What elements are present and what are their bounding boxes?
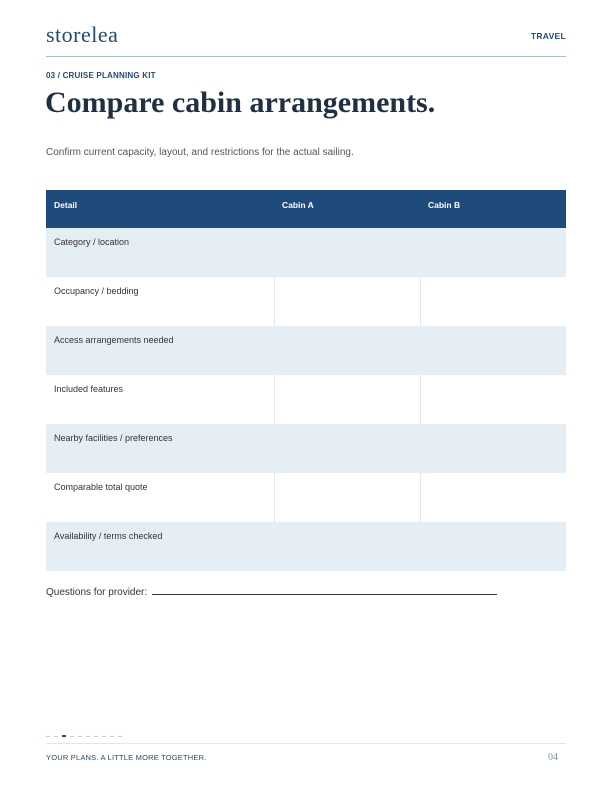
row-label: Included features xyxy=(54,384,124,394)
footer-tagline: YOUR PLANS. A LITTLE MORE TOGETHER. xyxy=(46,753,207,762)
row-label: Access arrangements needed xyxy=(54,335,174,345)
row-label: Category / location xyxy=(54,237,130,247)
footer-divider xyxy=(46,743,566,744)
row-label: Comparable total quote xyxy=(54,482,148,492)
intro-text: Confirm current capacity, layout, and restrictions for the actual sailing. xyxy=(46,147,354,158)
table-row xyxy=(46,473,566,522)
cabin-a-cell[interactable] xyxy=(274,473,420,522)
cabin-b-cell[interactable] xyxy=(420,277,566,326)
column-header-cabin-a: Cabin A xyxy=(282,200,314,210)
progress-dot xyxy=(54,736,58,737)
page-number: 04 xyxy=(548,752,558,763)
questions-for-provider xyxy=(46,585,497,598)
cabin-a-cell[interactable] xyxy=(274,522,420,571)
progress-dot xyxy=(46,736,50,737)
column-header-detail: Detail xyxy=(54,200,78,210)
kicker: 03 / CRUISE PLANNING KIT xyxy=(46,71,156,80)
brand-logo: storelea xyxy=(46,22,119,47)
cabin-b-cell[interactable] xyxy=(420,424,566,473)
cabin-a-cell[interactable] xyxy=(274,375,420,424)
progress-dot xyxy=(78,736,82,737)
progress-dot xyxy=(102,736,106,737)
cabin-a-cell[interactable] xyxy=(274,228,420,277)
cabin-b-cell[interactable] xyxy=(420,326,566,375)
cabin-a-cell[interactable] xyxy=(274,424,420,473)
table-row xyxy=(46,375,566,424)
table-row xyxy=(46,228,566,277)
table-row xyxy=(46,522,566,571)
progress-dot-active xyxy=(62,735,66,737)
cabin-b-cell[interactable] xyxy=(420,375,566,424)
table-row xyxy=(46,326,566,375)
page-title: Compare cabin arrangements. xyxy=(45,86,436,119)
table-row xyxy=(46,424,566,473)
table-header xyxy=(46,190,566,228)
row-label: Nearby facilities / preferences xyxy=(54,433,173,443)
cabin-b-cell[interactable] xyxy=(420,228,566,277)
questions-answer-line[interactable] xyxy=(152,585,497,595)
progress-dot xyxy=(94,736,98,737)
cabin-a-cell[interactable] xyxy=(274,277,420,326)
cabin-b-cell[interactable] xyxy=(420,473,566,522)
cabin-a-cell[interactable] xyxy=(274,326,420,375)
progress-dot xyxy=(86,736,90,737)
progress-dot xyxy=(118,736,122,737)
column-header-cabin-b: Cabin B xyxy=(428,200,461,210)
table-row xyxy=(46,277,566,326)
page-progress-dots xyxy=(46,735,122,737)
cabin-b-cell[interactable] xyxy=(420,522,566,571)
section-tag: TRAVEL xyxy=(530,31,566,41)
header-divider xyxy=(46,56,566,57)
progress-dot xyxy=(70,736,74,737)
progress-dot xyxy=(110,736,114,737)
questions-label: Questions for provider: xyxy=(46,587,148,598)
comparison-table xyxy=(46,190,566,571)
row-label: Occupancy / bedding xyxy=(54,286,139,296)
row-label: Availability / terms checked xyxy=(54,531,163,541)
